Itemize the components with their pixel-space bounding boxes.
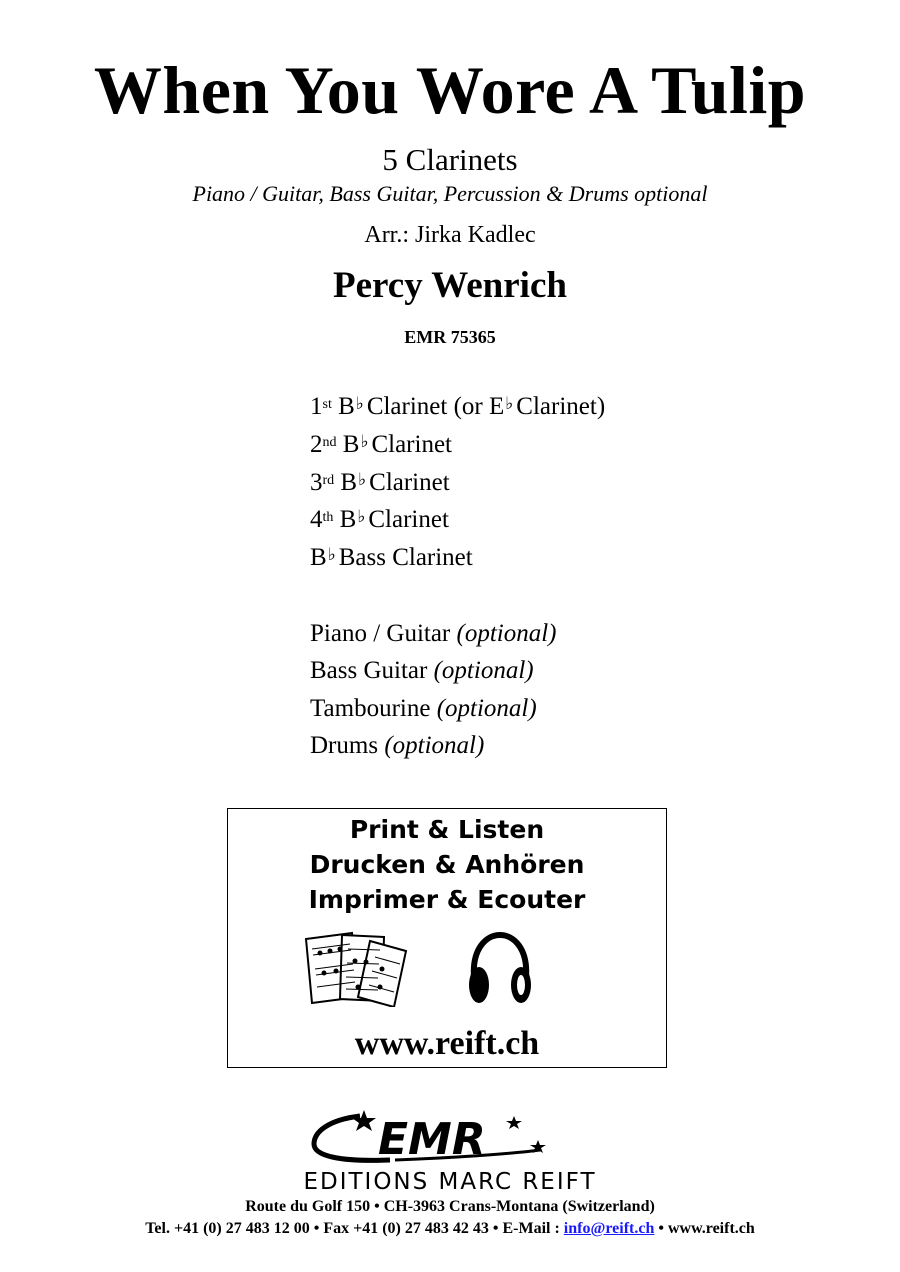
instrument-number: 2	[310, 431, 323, 458]
optional-instruments-line: Piano / Guitar, Bass Guitar, Percussion & Drums optional	[192, 181, 708, 206]
optional-note: (optional)	[433, 657, 534, 684]
instrument-name: Bass Clarinet	[338, 544, 473, 571]
headphones-icon	[466, 931, 534, 1009]
optional-note: (optional)	[456, 620, 557, 647]
instrument-3	[310, 468, 450, 498]
emr-logo	[300, 1108, 600, 1168]
page-title: When You Wore A Tulip	[93, 52, 807, 128]
instrument-ordinal: th	[322, 510, 334, 525]
publisher-contact	[0, 1219, 900, 1239]
instrument-number: 1	[310, 393, 323, 420]
instrument-name: Clarinet	[368, 506, 449, 533]
print-and-listen-box	[227, 808, 667, 1068]
promo-line-german: Drucken & Anhören	[309, 850, 585, 879]
instrument-key: B	[340, 469, 358, 496]
optional-note: (optional)	[384, 732, 485, 759]
publisher-address: Route du Golf 150 • CH-3963 Crans-Montana (Switzerland)	[245, 1198, 655, 1215]
instrument-key: B	[342, 431, 360, 458]
composer: Percy Wenrich	[333, 265, 567, 306]
instrument-name-end: Clarinet)	[516, 393, 606, 420]
optional-note: (optional)	[436, 695, 537, 722]
instrument-name: Clarinet	[371, 431, 452, 458]
email-link[interactable]: info@reift.ch	[563, 1220, 655, 1237]
instrument-key: B	[310, 544, 327, 571]
instrument-name: Piano / Guitar	[310, 620, 451, 647]
instrument-key: B	[339, 506, 357, 533]
instrument-ordinal: nd	[322, 435, 337, 450]
instrument-ordinal: st	[322, 397, 332, 412]
optional-instrument-4	[310, 731, 484, 761]
instrument-number: 4	[310, 506, 323, 533]
promo-line-french: Imprimer & Ecouter	[308, 885, 586, 914]
optional-instrument-1	[310, 619, 557, 649]
instrument-5	[310, 543, 473, 573]
flat-symbol: ♭	[327, 545, 336, 564]
instrument-number: 3	[310, 469, 323, 496]
instrument-1	[310, 392, 605, 422]
optional-instrument-3	[310, 694, 537, 724]
catalog-number: EMR 75365	[404, 327, 496, 347]
flat-symbol: ♭	[358, 470, 367, 489]
instrument-key: B	[338, 393, 355, 420]
sheet-music-icon	[300, 929, 412, 1007]
flat-symbol: ♭	[360, 432, 369, 451]
arranger: Arr.: Jirka Kadlec	[364, 222, 536, 248]
contact-website: • www.reift.ch	[654, 1220, 755, 1237]
flat-symbol: ♭	[357, 507, 366, 526]
promo-line-english: Print & Listen	[349, 815, 545, 844]
flat-symbol: ♭	[505, 394, 514, 413]
flat-symbol: ♭	[355, 394, 364, 413]
brand-name: EDITIONS MARC REIFT	[303, 1169, 597, 1195]
instrument-4	[310, 505, 449, 535]
instrument-name: Bass Guitar	[310, 657, 428, 684]
promo-url[interactable]: www.reift.ch	[354, 1025, 540, 1062]
optional-instrument-2	[310, 656, 534, 686]
instrument-name: Drums	[310, 732, 379, 759]
contact-phone-fax: Tel. +41 (0) 27 483 12 00 • Fax +41 (0) 27 483 42 43 • E-Mail :	[145, 1220, 564, 1237]
instrument-2	[310, 430, 452, 460]
instrument-ordinal: rd	[322, 473, 335, 488]
instrument-name: Clarinet (or E	[366, 393, 505, 420]
subtitle: 5 Clarinets	[382, 142, 518, 177]
instrument-name: Tambourine	[310, 695, 431, 722]
emr-logo-text: EMR	[378, 1114, 486, 1165]
instrument-name: Clarinet	[369, 469, 450, 496]
